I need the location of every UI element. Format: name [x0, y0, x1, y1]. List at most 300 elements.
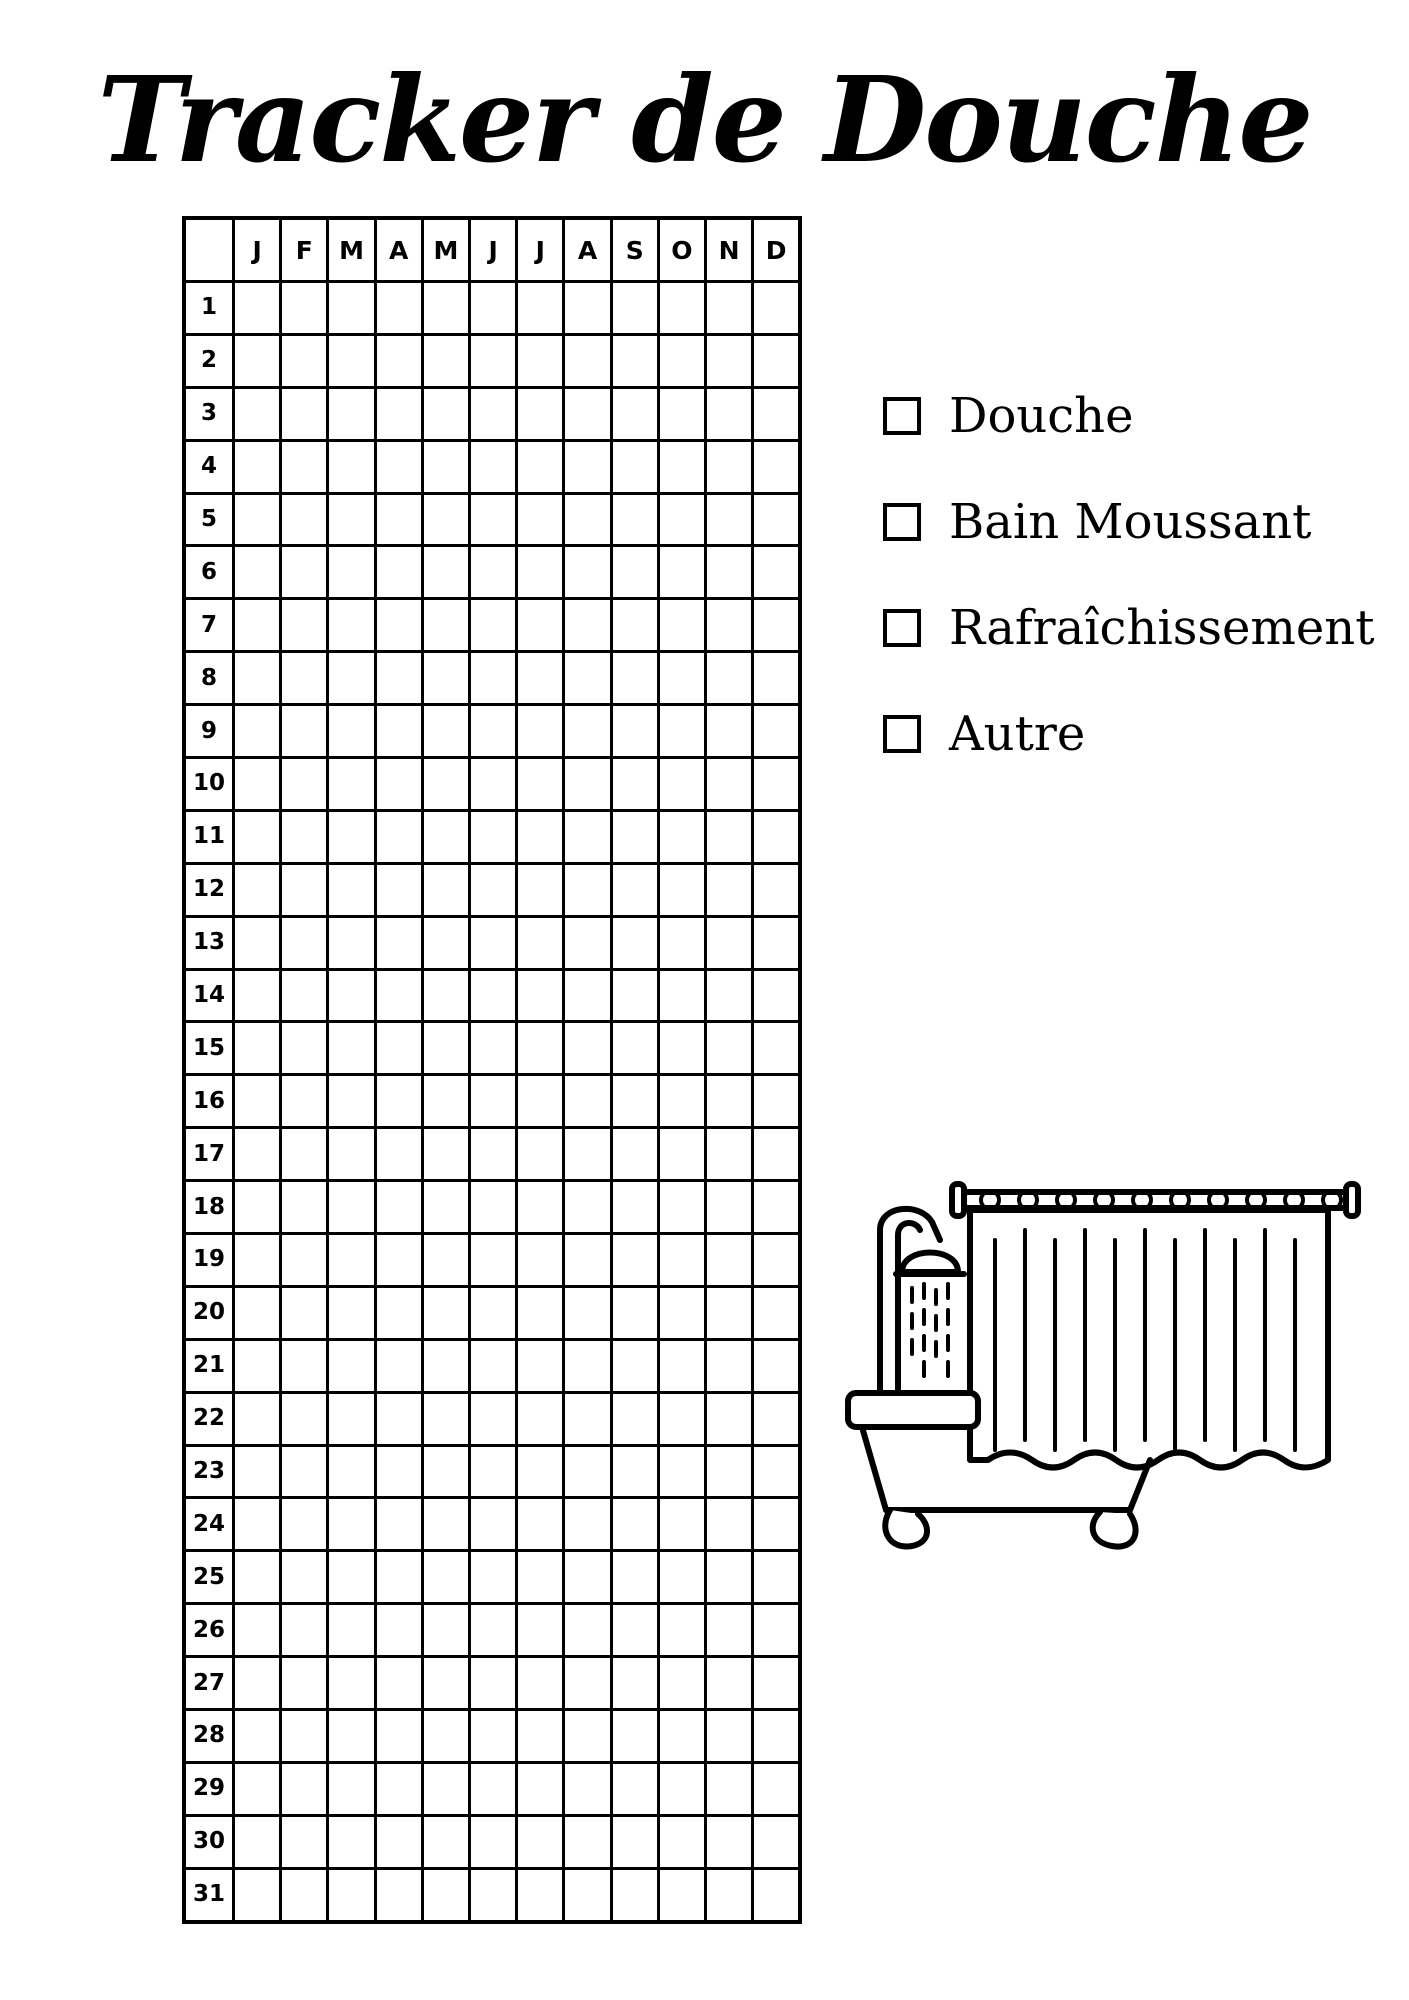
- tracker-cell[interactable]: [234, 916, 281, 969]
- tracker-cell[interactable]: [706, 599, 753, 652]
- tracker-cell[interactable]: [422, 387, 469, 440]
- tracker-cell[interactable]: [281, 387, 328, 440]
- tracker-cell[interactable]: [753, 493, 800, 546]
- tracker-cell[interactable]: [234, 863, 281, 916]
- tracker-cell[interactable]: [706, 810, 753, 863]
- tracker-cell[interactable]: [422, 758, 469, 811]
- tracker-cell[interactable]: [234, 440, 281, 493]
- legend-item-bain-moussant[interactable]: [883, 492, 1383, 552]
- tracker-cell[interactable]: [375, 1392, 422, 1445]
- tracker-cell[interactable]: [234, 1286, 281, 1339]
- tracker-cell[interactable]: [422, 705, 469, 758]
- tracker-cell[interactable]: [328, 1762, 375, 1815]
- tracker-cell[interactable]: [658, 969, 705, 1022]
- tracker-cell[interactable]: [611, 1392, 658, 1445]
- tracker-cell[interactable]: [753, 599, 800, 652]
- tracker-cell[interactable]: [658, 493, 705, 546]
- tracker-cell[interactable]: [422, 810, 469, 863]
- tracker-cell[interactable]: [234, 758, 281, 811]
- tracker-cell[interactable]: [470, 334, 517, 387]
- tracker-cell[interactable]: [328, 387, 375, 440]
- tracker-cell[interactable]: [706, 493, 753, 546]
- tracker-cell[interactable]: [517, 1657, 564, 1710]
- tracker-cell[interactable]: [375, 1657, 422, 1710]
- tracker-cell[interactable]: [281, 810, 328, 863]
- tracker-cell[interactable]: [422, 1551, 469, 1604]
- tracker-cell[interactable]: [517, 705, 564, 758]
- tracker-cell[interactable]: [281, 546, 328, 599]
- tracker-cell[interactable]: [658, 546, 705, 599]
- tracker-cell[interactable]: [375, 1181, 422, 1234]
- tracker-cell[interactable]: [470, 652, 517, 705]
- tracker-cell[interactable]: [658, 334, 705, 387]
- tracker-cell[interactable]: [281, 1604, 328, 1657]
- tracker-cell[interactable]: [422, 1286, 469, 1339]
- tracker-cell[interactable]: [564, 1392, 611, 1445]
- tracker-cell[interactable]: [706, 1392, 753, 1445]
- tracker-cell[interactable]: [658, 1868, 705, 1922]
- tracker-cell[interactable]: [753, 1286, 800, 1339]
- tracker-cell[interactable]: [328, 1445, 375, 1498]
- tracker-cell[interactable]: [328, 1392, 375, 1445]
- tracker-cell[interactable]: [234, 599, 281, 652]
- tracker-cell[interactable]: [658, 1286, 705, 1339]
- tracker-cell[interactable]: [375, 493, 422, 546]
- tracker-cell[interactable]: [234, 1657, 281, 1710]
- tracker-cell[interactable]: [328, 705, 375, 758]
- tracker-cell[interactable]: [611, 1445, 658, 1498]
- tracker-cell[interactable]: [706, 863, 753, 916]
- tracker-cell[interactable]: [753, 705, 800, 758]
- tracker-cell[interactable]: [234, 1392, 281, 1445]
- tracker-cell[interactable]: [234, 1815, 281, 1868]
- tracker-cell[interactable]: [470, 1657, 517, 1710]
- tracker-cell[interactable]: [470, 705, 517, 758]
- tracker-cell[interactable]: [611, 1551, 658, 1604]
- tracker-cell[interactable]: [658, 1339, 705, 1392]
- tracker-cell[interactable]: [611, 387, 658, 440]
- tracker-cell[interactable]: [281, 705, 328, 758]
- tracker-cell[interactable]: [611, 1234, 658, 1287]
- tracker-cell[interactable]: [658, 599, 705, 652]
- tracker-cell[interactable]: [281, 1128, 328, 1181]
- tracker-cell[interactable]: [753, 1339, 800, 1392]
- tracker-cell[interactable]: [658, 652, 705, 705]
- tracker-cell[interactable]: [658, 1815, 705, 1868]
- tracker-cell[interactable]: [706, 1234, 753, 1287]
- tracker-cell[interactable]: [234, 1128, 281, 1181]
- tracker-cell[interactable]: [658, 1604, 705, 1657]
- tracker-cell[interactable]: [234, 705, 281, 758]
- tracker-cell[interactable]: [517, 1762, 564, 1815]
- tracker-cell[interactable]: [517, 334, 564, 387]
- tracker-cell[interactable]: [517, 1868, 564, 1922]
- tracker-cell[interactable]: [422, 1181, 469, 1234]
- tracker-cell[interactable]: [564, 1657, 611, 1710]
- tracker-cell[interactable]: [564, 1286, 611, 1339]
- tracker-cell[interactable]: [328, 282, 375, 335]
- tracker-cell[interactable]: [753, 1762, 800, 1815]
- tracker-cell[interactable]: [611, 652, 658, 705]
- tracker-cell[interactable]: [564, 1604, 611, 1657]
- tracker-cell[interactable]: [422, 1657, 469, 1710]
- tracker-cell[interactable]: [658, 387, 705, 440]
- tracker-cell[interactable]: [328, 493, 375, 546]
- tracker-cell[interactable]: [375, 916, 422, 969]
- tracker-cell[interactable]: [706, 1868, 753, 1922]
- tracker-cell[interactable]: [422, 1339, 469, 1392]
- tracker-cell[interactable]: [470, 1181, 517, 1234]
- tracker-cell[interactable]: [281, 1286, 328, 1339]
- tracker-cell[interactable]: [753, 969, 800, 1022]
- tracker-cell[interactable]: [564, 1234, 611, 1287]
- tracker-cell[interactable]: [517, 1022, 564, 1075]
- tracker-cell[interactable]: [517, 440, 564, 493]
- tracker-cell[interactable]: [375, 1022, 422, 1075]
- tracker-cell[interactable]: [234, 969, 281, 1022]
- tracker-cell[interactable]: [611, 969, 658, 1022]
- tracker-cell[interactable]: [375, 863, 422, 916]
- tracker-cell[interactable]: [753, 810, 800, 863]
- tracker-cell[interactable]: [422, 916, 469, 969]
- tracker-cell[interactable]: [517, 493, 564, 546]
- tracker-cell[interactable]: [564, 1762, 611, 1815]
- tracker-cell[interactable]: [658, 1498, 705, 1551]
- tracker-cell[interactable]: [328, 1128, 375, 1181]
- tracker-cell[interactable]: [658, 1392, 705, 1445]
- tracker-cell[interactable]: [564, 1551, 611, 1604]
- tracker-cell[interactable]: [611, 1657, 658, 1710]
- tracker-cell[interactable]: [706, 1498, 753, 1551]
- tracker-cell[interactable]: [564, 1710, 611, 1763]
- tracker-cell[interactable]: [564, 705, 611, 758]
- tracker-cell[interactable]: [753, 1604, 800, 1657]
- tracker-cell[interactable]: [328, 1868, 375, 1922]
- tracker-cell[interactable]: [422, 1392, 469, 1445]
- tracker-cell[interactable]: [611, 334, 658, 387]
- tracker-cell[interactable]: [658, 758, 705, 811]
- tracker-cell[interactable]: [470, 440, 517, 493]
- tracker-cell[interactable]: [611, 282, 658, 335]
- tracker-cell[interactable]: [281, 599, 328, 652]
- tracker-cell[interactable]: [706, 1445, 753, 1498]
- tracker-cell[interactable]: [706, 387, 753, 440]
- tracker-cell[interactable]: [470, 969, 517, 1022]
- tracker-cell[interactable]: [658, 440, 705, 493]
- tracker-cell[interactable]: [706, 1286, 753, 1339]
- tracker-cell[interactable]: [375, 705, 422, 758]
- tracker-cell[interactable]: [470, 810, 517, 863]
- tracker-cell[interactable]: [564, 758, 611, 811]
- tracker-cell[interactable]: [517, 758, 564, 811]
- tracker-cell[interactable]: [328, 1075, 375, 1128]
- tracker-cell[interactable]: [611, 916, 658, 969]
- tracker-cell[interactable]: [281, 652, 328, 705]
- tracker-cell[interactable]: [564, 1075, 611, 1128]
- legend-item-rafraichissement[interactable]: [883, 598, 1383, 658]
- tracker-cell[interactable]: [706, 282, 753, 335]
- tracker-cell[interactable]: [706, 1181, 753, 1234]
- tracker-cell[interactable]: [234, 1498, 281, 1551]
- tracker-cell[interactable]: [281, 1657, 328, 1710]
- tracker-cell[interactable]: [611, 1339, 658, 1392]
- tracker-cell[interactable]: [611, 863, 658, 916]
- tracker-cell[interactable]: [281, 1339, 328, 1392]
- tracker-cell[interactable]: [375, 652, 422, 705]
- tracker-cell[interactable]: [422, 1604, 469, 1657]
- tracker-cell[interactable]: [753, 334, 800, 387]
- tracker-cell[interactable]: [564, 282, 611, 335]
- tracker-cell[interactable]: [706, 1815, 753, 1868]
- tracker-cell[interactable]: [517, 1604, 564, 1657]
- tracker-cell[interactable]: [375, 810, 422, 863]
- tracker-cell[interactable]: [706, 1339, 753, 1392]
- tracker-cell[interactable]: [753, 1868, 800, 1922]
- tracker-cell[interactable]: [611, 1075, 658, 1128]
- tracker-cell[interactable]: [517, 810, 564, 863]
- tracker-cell[interactable]: [422, 1445, 469, 1498]
- tracker-cell[interactable]: [375, 1868, 422, 1922]
- tracker-cell[interactable]: [517, 1815, 564, 1868]
- tracker-cell[interactable]: [753, 1657, 800, 1710]
- tracker-cell[interactable]: [234, 493, 281, 546]
- tracker-cell[interactable]: [234, 1234, 281, 1287]
- tracker-cell[interactable]: [328, 863, 375, 916]
- tracker-cell[interactable]: [234, 1075, 281, 1128]
- tracker-cell[interactable]: [611, 1868, 658, 1922]
- tracker-cell[interactable]: [328, 1551, 375, 1604]
- tracker-cell[interactable]: [611, 440, 658, 493]
- tracker-cell[interactable]: [611, 1498, 658, 1551]
- tracker-cell[interactable]: [328, 546, 375, 599]
- tracker-cell[interactable]: [234, 1762, 281, 1815]
- tracker-cell[interactable]: [281, 493, 328, 546]
- tracker-cell[interactable]: [564, 599, 611, 652]
- tracker-cell[interactable]: [328, 1815, 375, 1868]
- tracker-cell[interactable]: [517, 1710, 564, 1763]
- tracker-cell[interactable]: [706, 758, 753, 811]
- tracker-cell[interactable]: [753, 1022, 800, 1075]
- tracker-cell[interactable]: [470, 387, 517, 440]
- tracker-cell[interactable]: [611, 1604, 658, 1657]
- tracker-cell[interactable]: [328, 1498, 375, 1551]
- tracker-cell[interactable]: [281, 1445, 328, 1498]
- tracker-cell[interactable]: [328, 810, 375, 863]
- tracker-cell[interactable]: [706, 1604, 753, 1657]
- tracker-cell[interactable]: [517, 969, 564, 1022]
- tracker-cell[interactable]: [328, 1339, 375, 1392]
- tracker-cell[interactable]: [658, 1128, 705, 1181]
- tracker-cell[interactable]: [564, 1815, 611, 1868]
- tracker-cell[interactable]: [658, 1445, 705, 1498]
- tracker-cell[interactable]: [753, 1181, 800, 1234]
- tracker-cell[interactable]: [281, 758, 328, 811]
- tracker-cell[interactable]: [564, 334, 611, 387]
- tracker-cell[interactable]: [234, 652, 281, 705]
- tracker-cell[interactable]: [328, 758, 375, 811]
- tracker-cell[interactable]: [658, 1657, 705, 1710]
- tracker-cell[interactable]: [611, 705, 658, 758]
- tracker-cell[interactable]: [470, 1445, 517, 1498]
- tracker-cell[interactable]: [564, 1339, 611, 1392]
- tracker-cell[interactable]: [706, 1762, 753, 1815]
- legend-item-autre[interactable]: [883, 704, 1383, 764]
- tracker-cell[interactable]: [611, 810, 658, 863]
- tracker-cell[interactable]: [422, 1498, 469, 1551]
- tracker-cell[interactable]: [375, 969, 422, 1022]
- tracker-cell[interactable]: [375, 1445, 422, 1498]
- tracker-cell[interactable]: [281, 863, 328, 916]
- tracker-cell[interactable]: [517, 1234, 564, 1287]
- tracker-cell[interactable]: [611, 1762, 658, 1815]
- tracker-cell[interactable]: [328, 1604, 375, 1657]
- tracker-cell[interactable]: [564, 1498, 611, 1551]
- tracker-cell[interactable]: [422, 1022, 469, 1075]
- tracker-cell[interactable]: [564, 1868, 611, 1922]
- tracker-cell[interactable]: [611, 1181, 658, 1234]
- tracker-cell[interactable]: [658, 810, 705, 863]
- tracker-cell[interactable]: [422, 863, 469, 916]
- tracker-cell[interactable]: [753, 758, 800, 811]
- tracker-cell[interactable]: [328, 1181, 375, 1234]
- tracker-cell[interactable]: [564, 1128, 611, 1181]
- tracker-cell[interactable]: [375, 1339, 422, 1392]
- tracker-cell[interactable]: [281, 1392, 328, 1445]
- tracker-cell[interactable]: [658, 1762, 705, 1815]
- tracker-cell[interactable]: [753, 1710, 800, 1763]
- tracker-cell[interactable]: [470, 282, 517, 335]
- tracker-cell[interactable]: [753, 1392, 800, 1445]
- tracker-cell[interactable]: [517, 1339, 564, 1392]
- tracker-cell[interactable]: [517, 282, 564, 335]
- tracker-cell[interactable]: [470, 1604, 517, 1657]
- tracker-cell[interactable]: [706, 440, 753, 493]
- tracker-cell[interactable]: [470, 1392, 517, 1445]
- tracker-cell[interactable]: [328, 916, 375, 969]
- tracker-cell[interactable]: [470, 1339, 517, 1392]
- tracker-cell[interactable]: [611, 1022, 658, 1075]
- tracker-cell[interactable]: [281, 1710, 328, 1763]
- tracker-cell[interactable]: [470, 1128, 517, 1181]
- tracker-cell[interactable]: [658, 1075, 705, 1128]
- tracker-cell[interactable]: [611, 599, 658, 652]
- tracker-cell[interactable]: [375, 1551, 422, 1604]
- tracker-cell[interactable]: [422, 1234, 469, 1287]
- tracker-cell[interactable]: [517, 1498, 564, 1551]
- tracker-cell[interactable]: [753, 1234, 800, 1287]
- tracker-cell[interactable]: [375, 1498, 422, 1551]
- tracker-cell[interactable]: [375, 282, 422, 335]
- tracker-cell[interactable]: [281, 1498, 328, 1551]
- tracker-cell[interactable]: [753, 1815, 800, 1868]
- tracker-cell[interactable]: [375, 334, 422, 387]
- tracker-cell[interactable]: [422, 1868, 469, 1922]
- tracker-cell[interactable]: [281, 1075, 328, 1128]
- tracker-cell[interactable]: [281, 282, 328, 335]
- tracker-cell[interactable]: [422, 652, 469, 705]
- tracker-cell[interactable]: [375, 387, 422, 440]
- tracker-cell[interactable]: [470, 1551, 517, 1604]
- tracker-cell[interactable]: [517, 1392, 564, 1445]
- tracker-cell[interactable]: [753, 387, 800, 440]
- tracker-cell[interactable]: [564, 652, 611, 705]
- tracker-cell[interactable]: [422, 282, 469, 335]
- tracker-cell[interactable]: [470, 599, 517, 652]
- tracker-cell[interactable]: [281, 1815, 328, 1868]
- tracker-cell[interactable]: [564, 969, 611, 1022]
- tracker-cell[interactable]: [753, 1498, 800, 1551]
- tracker-cell[interactable]: [470, 1234, 517, 1287]
- tracker-cell[interactable]: [517, 863, 564, 916]
- tracker-cell[interactable]: [422, 1815, 469, 1868]
- checkbox[interactable]: [883, 397, 921, 435]
- tracker-cell[interactable]: [328, 1234, 375, 1287]
- tracker-cell[interactable]: [422, 493, 469, 546]
- tracker-cell[interactable]: [375, 1815, 422, 1868]
- tracker-cell[interactable]: [470, 1710, 517, 1763]
- tracker-cell[interactable]: [753, 282, 800, 335]
- tracker-cell[interactable]: [375, 1710, 422, 1763]
- tracker-cell[interactable]: [470, 1498, 517, 1551]
- tracker-cell[interactable]: [281, 1551, 328, 1604]
- tracker-cell[interactable]: [470, 758, 517, 811]
- tracker-cell[interactable]: [564, 863, 611, 916]
- tracker-cell[interactable]: [706, 1128, 753, 1181]
- tracker-cell[interactable]: [281, 1868, 328, 1922]
- tracker-cell[interactable]: [422, 599, 469, 652]
- tracker-cell[interactable]: [706, 1710, 753, 1763]
- tracker-cell[interactable]: [658, 1181, 705, 1234]
- tracker-cell[interactable]: [234, 1445, 281, 1498]
- tracker-cell[interactable]: [706, 1657, 753, 1710]
- legend-item-douche[interactable]: [883, 386, 1383, 446]
- tracker-cell[interactable]: [470, 1286, 517, 1339]
- tracker-cell[interactable]: [753, 546, 800, 599]
- tracker-cell[interactable]: [234, 387, 281, 440]
- tracker-cell[interactable]: [517, 546, 564, 599]
- tracker-cell[interactable]: [706, 916, 753, 969]
- tracker-cell[interactable]: [470, 1762, 517, 1815]
- tracker-cell[interactable]: [706, 705, 753, 758]
- tracker-cell[interactable]: [517, 1286, 564, 1339]
- tracker-cell[interactable]: [328, 1022, 375, 1075]
- tracker-cell[interactable]: [328, 1710, 375, 1763]
- tracker-cell[interactable]: [281, 969, 328, 1022]
- tracker-cell[interactable]: [328, 599, 375, 652]
- tracker-cell[interactable]: [422, 1075, 469, 1128]
- tracker-cell[interactable]: [234, 1181, 281, 1234]
- tracker-cell[interactable]: [517, 387, 564, 440]
- tracker-cell[interactable]: [706, 1075, 753, 1128]
- tracker-cell[interactable]: [517, 1445, 564, 1498]
- tracker-cell[interactable]: [375, 1762, 422, 1815]
- tracker-cell[interactable]: [281, 916, 328, 969]
- tracker-cell[interactable]: [517, 1181, 564, 1234]
- tracker-cell[interactable]: [422, 546, 469, 599]
- tracker-cell[interactable]: [234, 1604, 281, 1657]
- tracker-cell[interactable]: [564, 916, 611, 969]
- tracker-cell[interactable]: [234, 1710, 281, 1763]
- tracker-cell[interactable]: [234, 546, 281, 599]
- tracker-cell[interactable]: [517, 1128, 564, 1181]
- tracker-cell[interactable]: [564, 493, 611, 546]
- tracker-cell[interactable]: [234, 1551, 281, 1604]
- tracker-cell[interactable]: [328, 440, 375, 493]
- tracker-cell[interactable]: [564, 546, 611, 599]
- tracker-cell[interactable]: [375, 1075, 422, 1128]
- tracker-cell[interactable]: [234, 282, 281, 335]
- checkbox[interactable]: [883, 503, 921, 541]
